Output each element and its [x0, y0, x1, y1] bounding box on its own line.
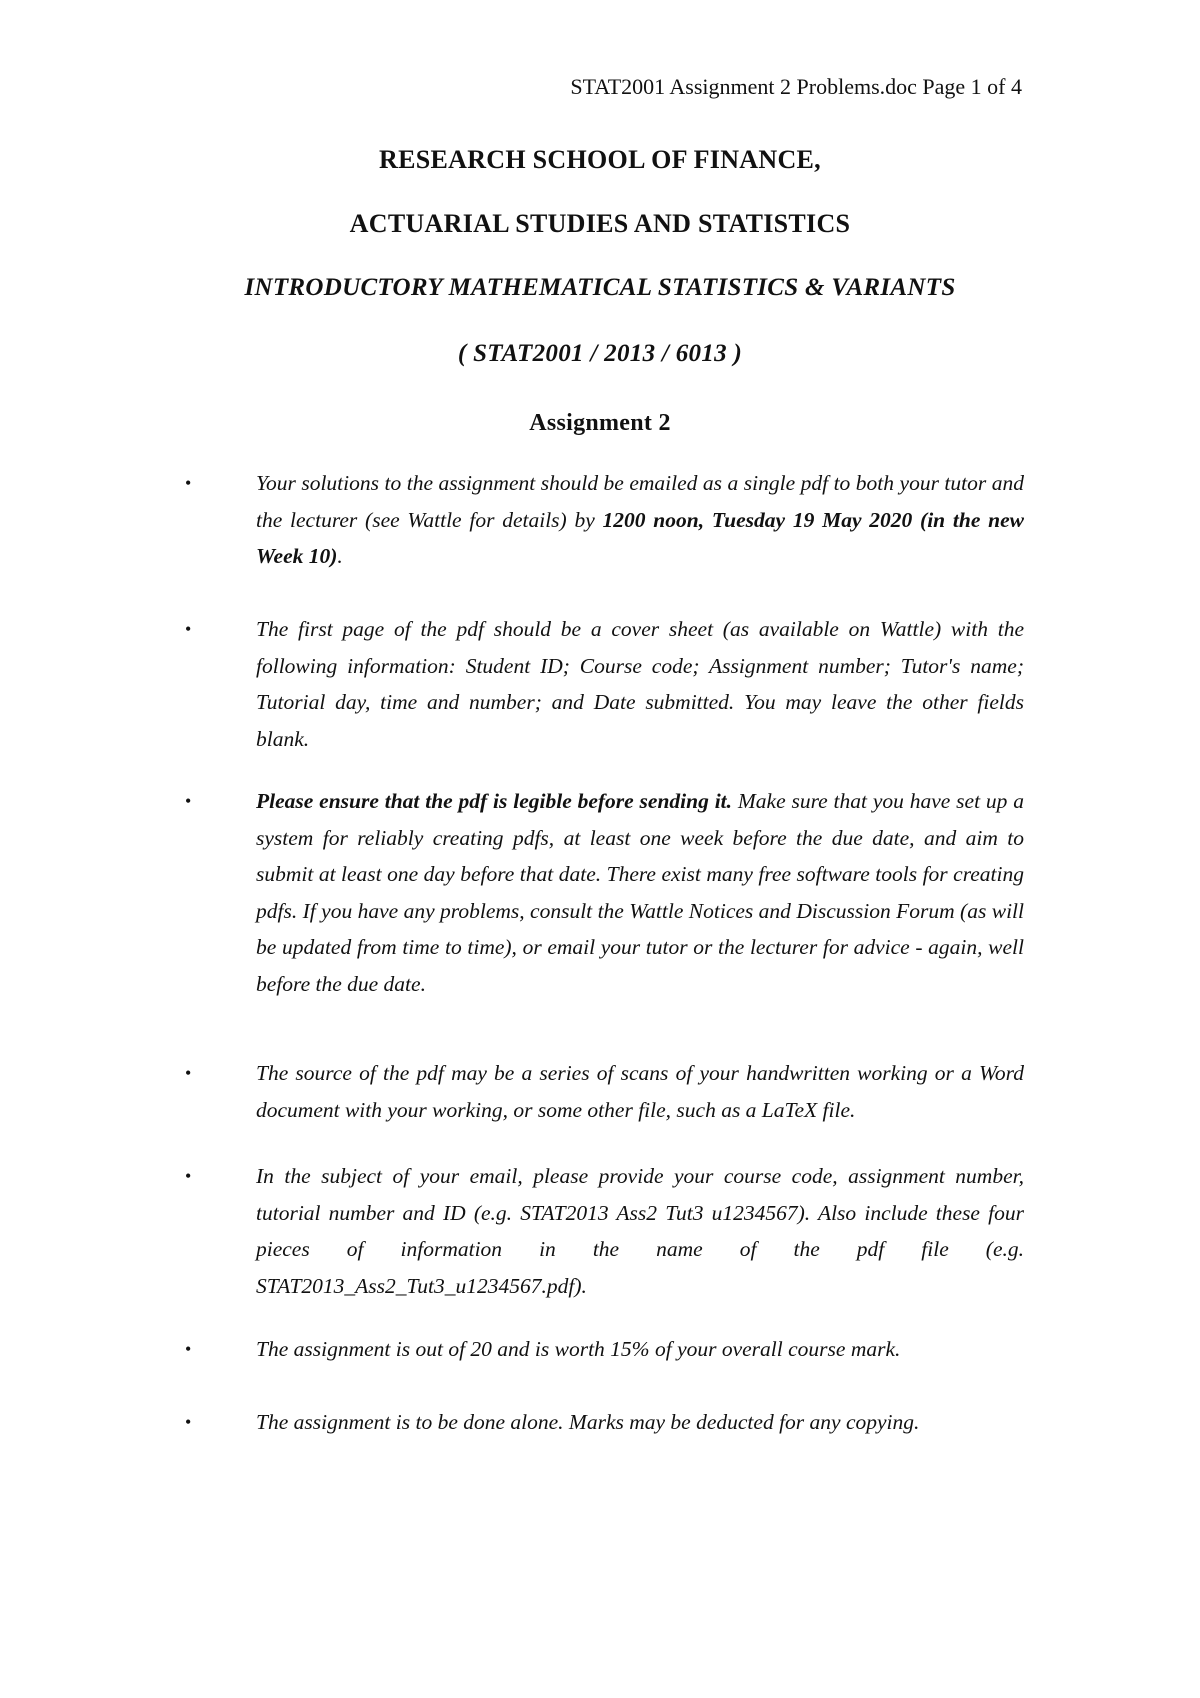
running-header: STAT2001 Assignment 2 Problems.doc Page 1 of 4 — [570, 74, 1022, 99]
course-codes: ( STAT2001 / 2013 / 6013 ) — [457, 340, 743, 367]
bullet-icon: • — [185, 1063, 192, 1083]
bullet-icon: • — [185, 1339, 192, 1359]
instruction-source: The source of the pdf may be a series of scans of your handwritten working or a Word document with your working, or some other file, such as a LaTeX file. — [256, 1061, 1024, 1122]
instruction-text: . — [337, 544, 343, 568]
instruction-academic-integrity: The assignment is to be done alone. Marks may be deducted for any copying. — [256, 1410, 920, 1434]
title-school-line1: RESEARCH SCHOOL OF FINANCE, — [379, 145, 821, 174]
bullet-icon: • — [185, 473, 192, 493]
instruction-legibility — [256, 783, 1024, 1002]
course-title: INTRODUCTORY MATHEMATICAL STATISTICS & VARIANTS — [244, 274, 956, 301]
bullet-icon: • — [185, 1412, 192, 1432]
instruction-text: Your solutions to the assignment should be emailed as a single pdf to both your tutor and the lecturer (see Wattle for details) by — [256, 471, 1024, 532]
assignment-heading: Assignment 2 — [529, 410, 671, 436]
instruction-marks: The assignment is out of 20 and is worth 15% of your overall course mark. — [256, 1337, 901, 1361]
bullet-icon: • — [185, 791, 192, 811]
bullet-icon: • — [185, 1166, 192, 1186]
due-date: 1200 noon, Tuesday 19 May 2020 (in the new Week 10) — [256, 507, 1024, 568]
title-school-line2: ACTUARIAL STUDIES AND STATISTICS — [349, 209, 851, 238]
instruction-text: Make sure that you have set up a system for reliably creating pdfs, at least one week before the due date, and aim to submit at least one day before that date. There exist many free software tools for creating pdfs. If you have any problems, consult the Wattle Notices and Discussion Forum (as will be updated from time to time), or email your tutor or the lecturer for advice - again, well before the due date. — [256, 789, 1024, 996]
instruction-cover-sheet: The first page of the pdf should be a cover sheet (as available on Wattle) with the following information: Student ID; Course code; Assignment number; Tutor's name; Tutorial day, time and number; and Date submitted. You may leave the other fields blank. — [256, 617, 1024, 751]
legibility-emphasis: Please ensure that the pdf is legible before sending it. — [256, 789, 733, 813]
instruction-submission — [256, 465, 1024, 575]
instruction-email-subject: In the subject of your email, please provide your course code, assignment number, tutorial number and ID (e.g. STAT2013 Ass2 Tut3 u1234567). Also include these four pieces of information in the name of the pdf file (e.g. STAT2013_Ass2_Tut3_u1234567.pdf). — [256, 1164, 1024, 1298]
bullet-icon: • — [185, 619, 192, 639]
